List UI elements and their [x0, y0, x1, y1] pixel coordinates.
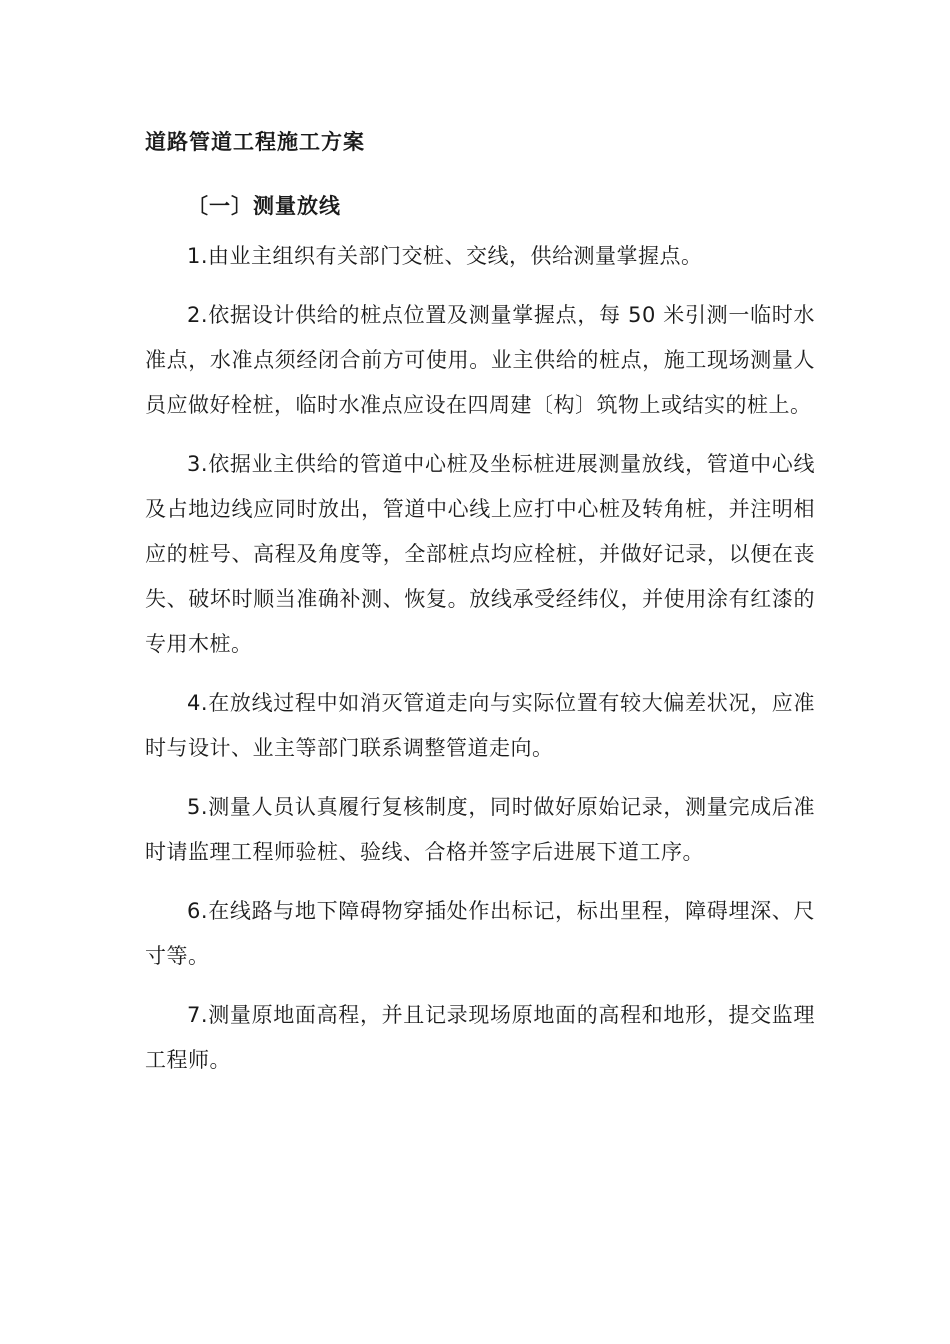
paragraph-3: 3.依据业主供给的管道中心桩及坐标桩进展测量放线，管道中心线及占地边线应同时放出，管道中心线上应打中心桩及转角桩，并注明相应的桩号、高程及角度等，全部桩点均应栓桩，并做好记录，以便在丧失、破坏时顺当准确补测、恢复。放线承受经纬仪，并使用涂有红漆的专用木桩。 [145, 452, 815, 656]
paragraph-2: 2.依据设计供给的桩点位置及测量掌握点，每 50 米引测一临时水准点，水准点须经闭合前方可使用。业主供给的桩点，施工现场测量人员应做好栓桩，临时水准点应设在四周建〔构〕筑物上或结实的桩上。 [145, 303, 815, 417]
paragraph-6: 6.在线路与地下障碍物穿插处作出标记，标出里程，障碍埋深、尺寸等。 [145, 899, 815, 968]
paragraph-7: 7.测量原地面高程，并且记录现场原地面的高程和地形，提交监理工程师。 [145, 1003, 815, 1072]
document-title: 道路管道工程施工方案 [145, 130, 365, 154]
paragraph-1: 1.由业主组织有关部门交桩、交线，供给测量掌握点。 [187, 244, 703, 268]
paragraph-4: 4.在放线过程中如消灭管道走向与实际位置有较大偏差状况，应准时与设计、业主等部门联系调整管道走向。 [145, 691, 815, 760]
paragraph-5: 5.测量人员认真履行复核制度，同时做好原始记录，测量完成后准时请监理工程师验桩、验线、合格并签字后进展下道工序。 [145, 795, 815, 864]
document-body [145, 122, 815, 1097]
section-heading: 〔一〕测量放线 [187, 194, 341, 218]
